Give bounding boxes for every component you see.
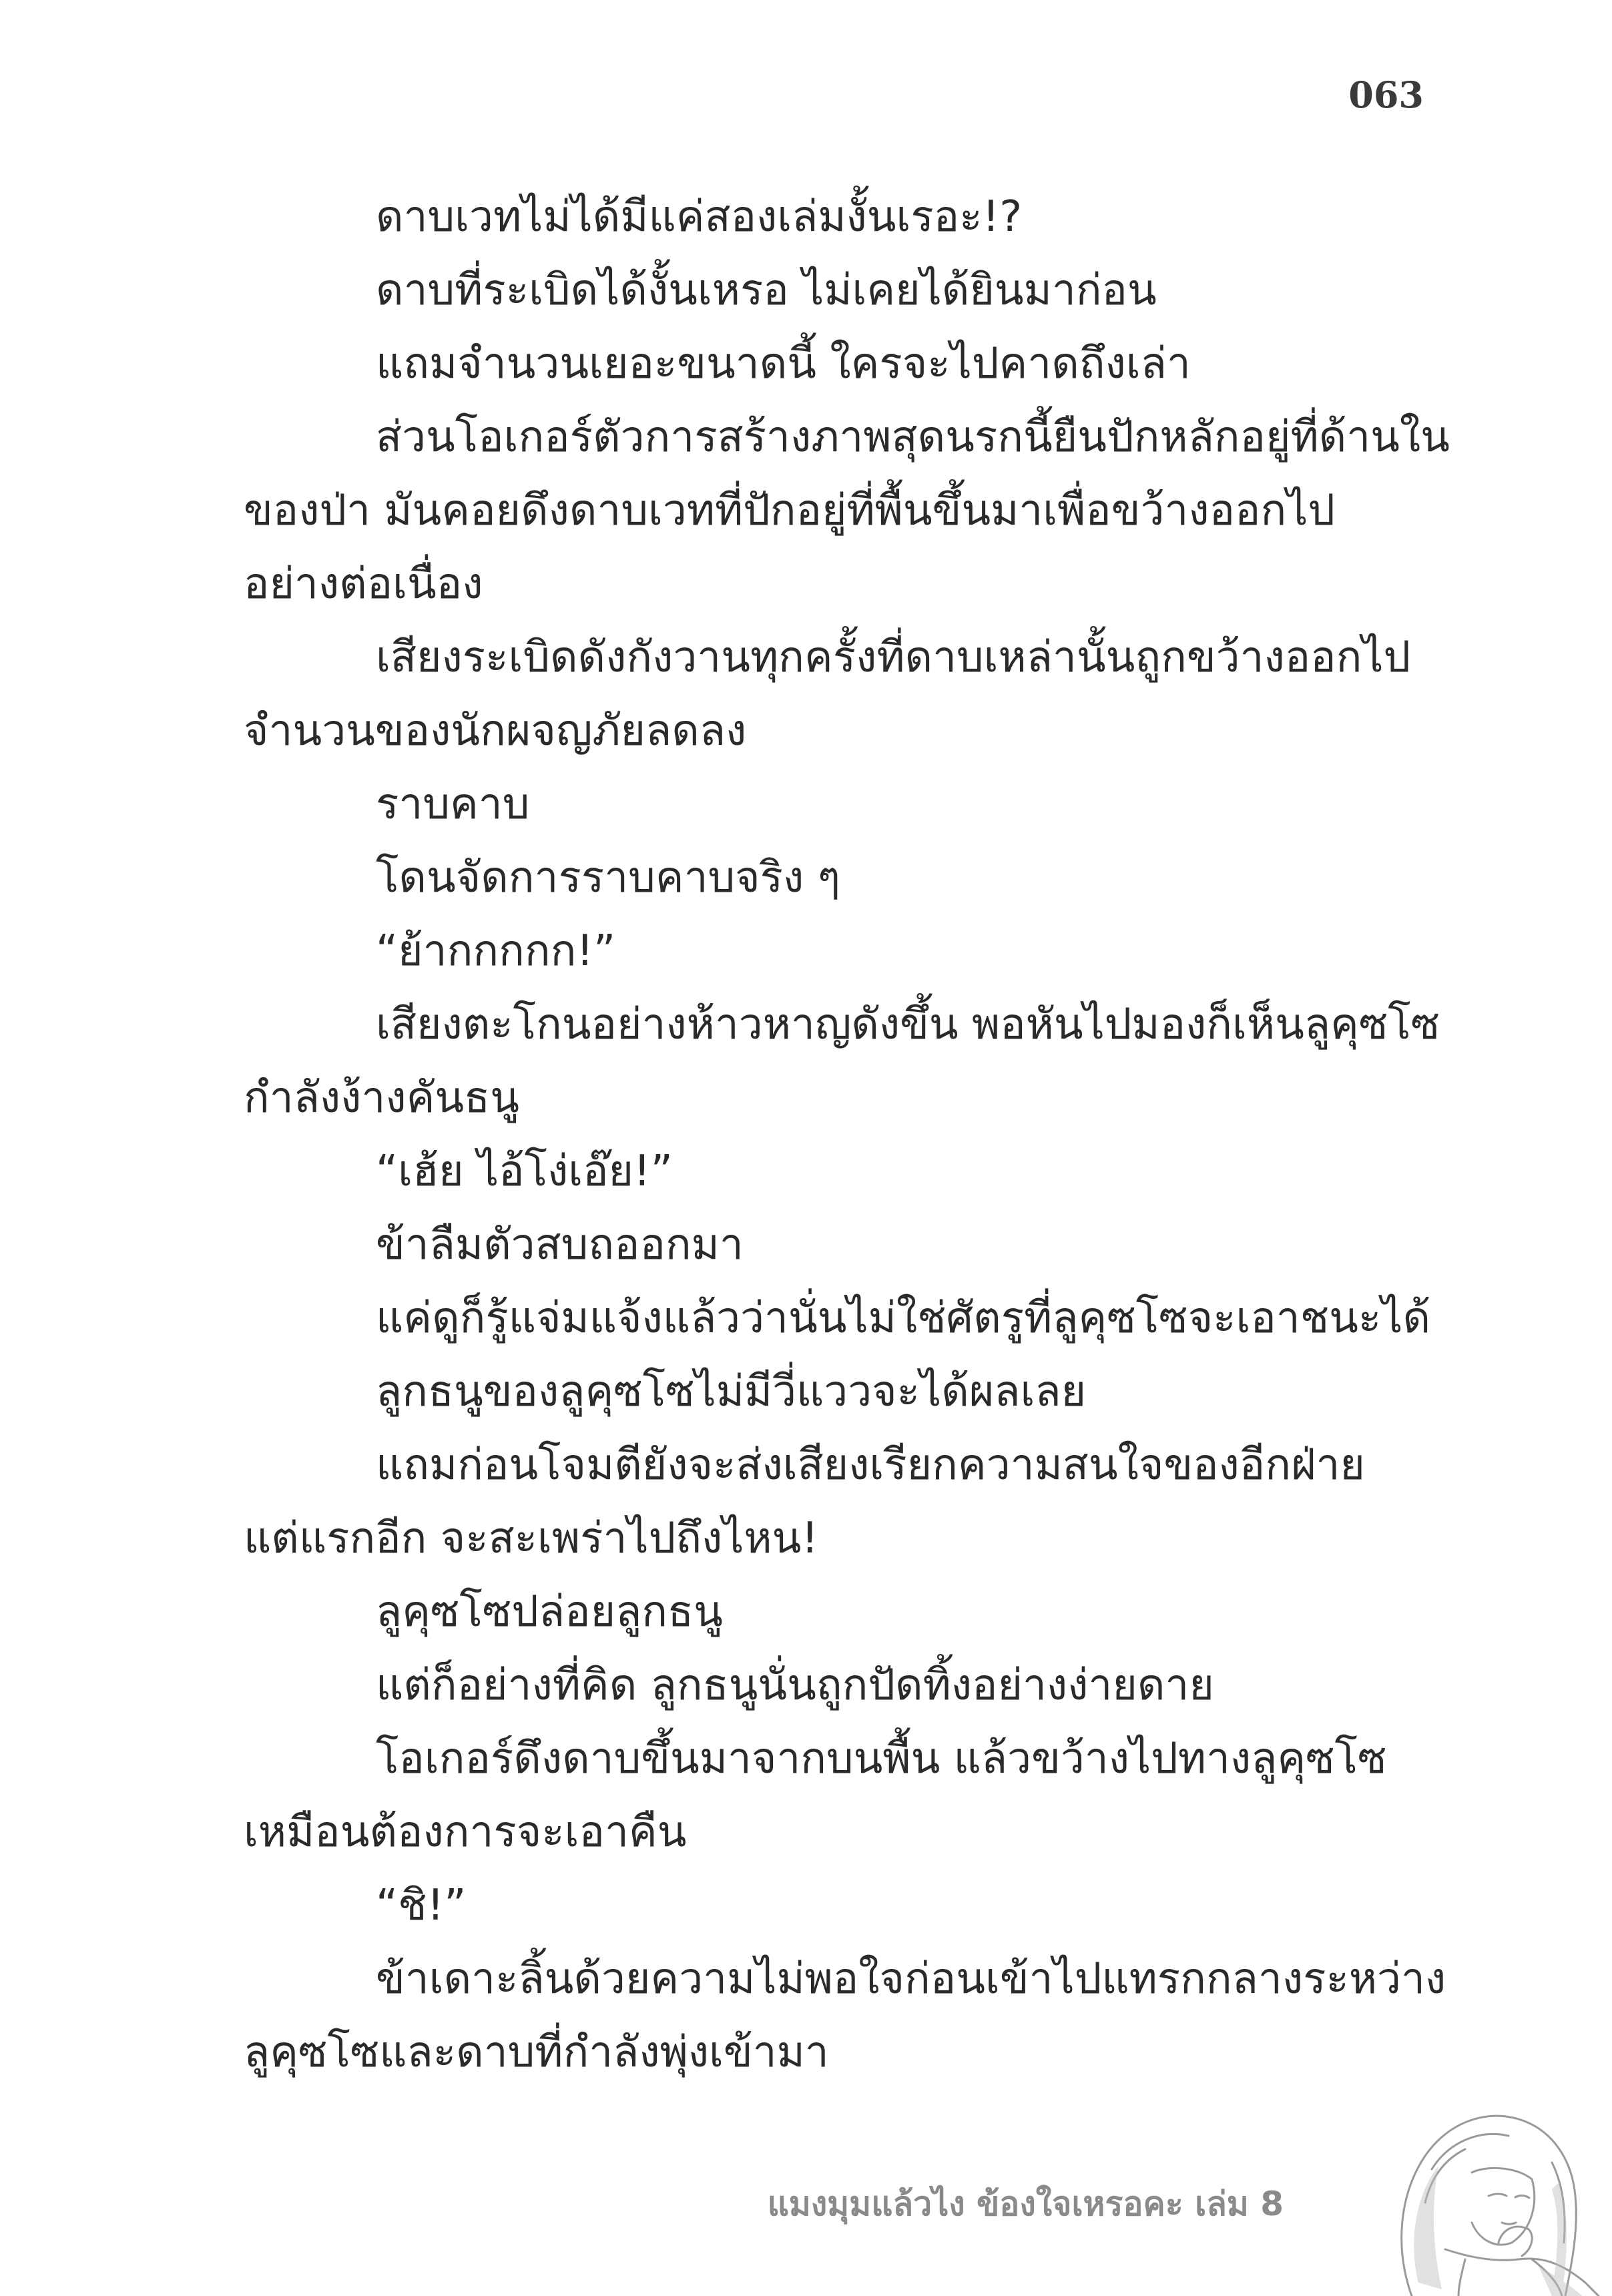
text-line: ข้าเดาะลิ้นด้วยความไม่พอใจก่อนเข้าไปแทรกกลางระหว่าง bbox=[376, 1954, 1446, 2004]
text-line: ลูคุซโซและดาบที่กำลังพุ่งเข้ามา bbox=[244, 2028, 829, 2077]
page-number: 063 bbox=[1348, 73, 1424, 116]
text-line: เสียงตะโกนอย่างห้าวหาญดังขึ้น พอหันไปมองก็เห็นลูคุซโซ bbox=[376, 1000, 1440, 1049]
character-sketch-icon bbox=[1332, 2029, 1612, 2296]
running-footer: แมงมุมแล้วไง ข้องใจเหรอคะ เล่ม 8 bbox=[767, 2185, 1284, 2223]
text-line: ราบคาบ bbox=[376, 780, 530, 829]
text-line: แถมก่อนโจมตียังจะส่งเสียงเรียกความสนใจของอีกฝ่าย bbox=[376, 1440, 1365, 1490]
text-line: กำลังง้างคันธนู bbox=[244, 1073, 519, 1123]
text-line: ดาบเวทไม่ได้มีแค่สองเล่มงั้นเรอะ!? bbox=[376, 192, 1023, 242]
text-line: ของป่า มันคอยดึงดาบเวทที่ปักอยู่ที่พื้นขึ้นมาเพื่อขว้างออกไป bbox=[244, 486, 1336, 535]
text-line: ดาบที่ระเบิดได้งั้นเหรอ ไม่เคยได้ยินมาก่อน bbox=[376, 266, 1157, 315]
text-line: แค่ดูก็รู้แจ่มแจ้งแล้วว่านั่นไม่ใช่ศัตรูที่ลูคุซโซจะเอาชนะได้ bbox=[376, 1294, 1430, 1343]
text-line: “ย้ากกกกก!” bbox=[376, 926, 616, 976]
body-text bbox=[244, 180, 1450, 2089]
text-line: จำนวนของนักผจญภัยลดลง bbox=[244, 706, 747, 756]
text-line: โอเกอร์ดึงดาบขึ้นมาจากบนพื้น แล้วขว้างไปทางลูคุซโซ bbox=[376, 1734, 1387, 1783]
text-line: “ชิ!” bbox=[376, 1881, 467, 1930]
text-line: แต่ก็อย่างที่คิด ลูกธนูนั่นถูกปัดทิ้งอย่างง่ายดาย bbox=[376, 1661, 1214, 1710]
text-line: อย่างต่อเนื่อง bbox=[244, 559, 483, 609]
text-line: เสียงระเบิดดังกังวานทุกครั้งที่ดาบเหล่านั้นถูกขว้างออกไป bbox=[376, 633, 1411, 682]
text-line: ลูคุซโซปล่อยลูกธนู bbox=[376, 1587, 723, 1637]
text-line: เหมือนต้องการจะเอาคืน bbox=[244, 1807, 687, 1857]
text-line: โดนจัดการราบคาบจริง ๆ bbox=[376, 853, 840, 902]
text-line: “เฮ้ย ไอ้โง่เอ๊ย!” bbox=[376, 1147, 673, 1196]
text-line: ข้าลืมตัวสบถออกมา bbox=[376, 1220, 744, 1269]
text-line: ลูกธนูของลูคุซโซไม่มีวี่แววจะได้ผลเลย bbox=[376, 1367, 1087, 1416]
text-line: แต่แรกอีก จะสะเพร่าไปถึงไหน! bbox=[244, 1514, 818, 1563]
text-line: แถมจำนวนเยอะขนาดนี้ ใครจะไปคาดถึงเล่า bbox=[376, 339, 1191, 388]
text-line: ส่วนโอเกอร์ตัวการสร้างภาพสุดนรกนี้ยืนปักหลักอยู่ที่ด้านใน bbox=[376, 412, 1450, 462]
